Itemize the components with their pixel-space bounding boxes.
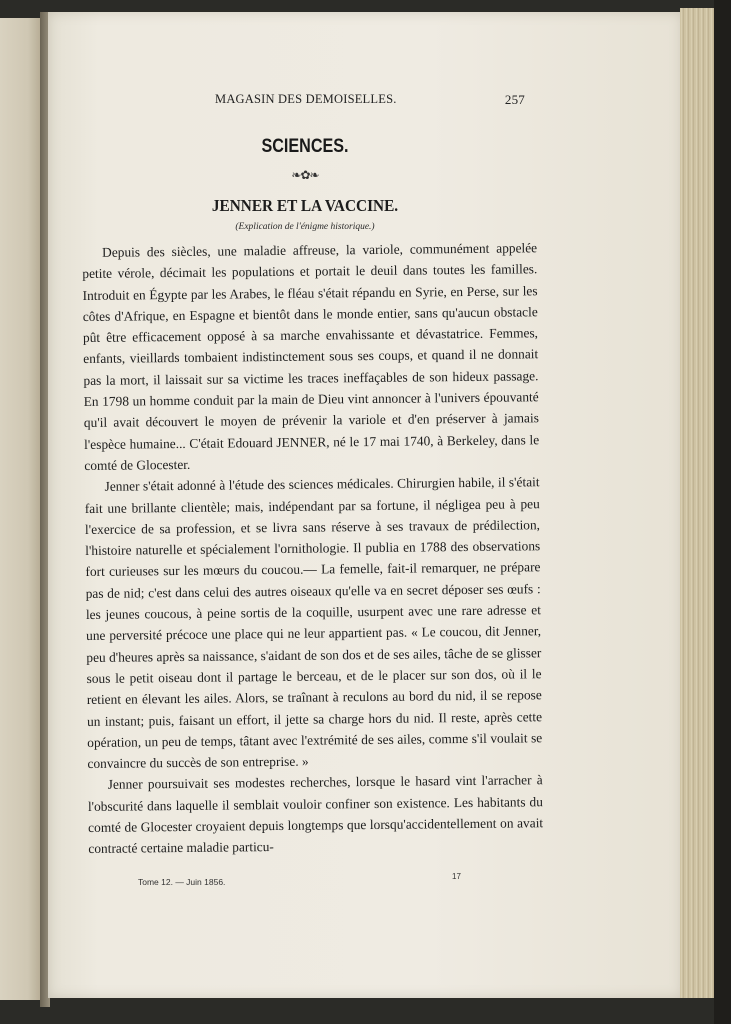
background-edge [714, 0, 731, 1024]
ornament-icon: ❧✿❧ [291, 168, 319, 182]
paragraph: Depuis des siècles, une maladie affreuse, la variole, communément appelée petite vérole, décimait les populations et portait le deuil dans toutes les familles. Introduit en Égypte par les Arabes, le fléau s'était répandu en Syrie, en Perse, sur les côtes d'Afrique, en Espagne et bientôt dans le monde entier, sans qu'aucun obstacle pût être efficacement opposé à sa marche envahissante et dévastatrice. Femmes, enfants, vieillards tombaient indistinctement sous ses coups, et quand il ne donnait pas la mort, il laissait sur sa victime les traces ineffaçables de son hideux passage. En 1798 un homme conduit par la main de Dieu vint annoncer à l'univers épouvanté qu'il avait découvert le moyen de prévenir la variole et d'en préserver à jamais l'espèce humaine... C'était Edouard JENNER, né le 17 mai 1740, à Berkeley, dans le comté de Glocester. [82, 240, 540, 473]
page-stack-edges [680, 8, 714, 998]
paragraph: Jenner poursuivait ses modestes recherches, lorsque le hasard vint l'arracher à l'obscurité dans laquelle il semblait vouloir confiner son existence. Les habitants du comté de Glocester croyaient depuis longtemps que lorsqu'accidentellement on avait contracté certaine maladie particu- [87, 772, 544, 857]
article-title: JENNER ET LA VACCINE. [211, 196, 399, 215]
signature-mark: 17 [452, 872, 461, 881]
section-title: SCIENCES. [261, 136, 349, 157]
volume-line: Tome 12. — Juin 1856. [138, 877, 226, 887]
article-subtitle: (Explication de l'énigme historique.) [235, 222, 375, 232]
article-body [82, 237, 543, 859]
paragraph: Jenner s'était adonné à l'étude des sciences médicales. Chirurgien habile, il s'était fait une brillante clientèle; mais, indépendant par sa fortune, il négligea peu à peu l'exercice de sa profession, et se livra sans réserve à ses travaux de prédilection, l'histoire naturelle et spécialement l'ornithologie. Il publia en 1788 des observations fort curieuses sur les mœurs du coucou.— La femelle, fait-il remarquer, ne prépare pas de nid; c'est dans celui des autres oiseaux qu'elle va en secret déposer ses œufs : les jeunes coucous, à peine sortis de la coquille, usurpent avec une rare adresse et une perversité précoce une place qui ne leur appartient pas. « Le coucou, dit Jenner, peu d'heures après sa naissance, s'aidant de son dos et de ses ailes, tâche de se glisser sous le petit oiseau dont il partage le berceau, et de le placer sur son dos, où il le retient en élevant les ailes. Alors, se traînant à reculons au bord du nid, il se repose un instant; puis, faisant un effort, il jette sa charge hors du nid. Il reste, après cette opération, un peu de temps, tâtant avec l'extrémité de ses ailes, comme s'il voulait se convaincre du succès de son entreprise. » [84, 474, 543, 772]
left-page-edge [0, 18, 40, 1000]
page-number: 257 [504, 92, 525, 107]
running-title: MAGASIN DES DEMOISELLES. [215, 92, 397, 106]
